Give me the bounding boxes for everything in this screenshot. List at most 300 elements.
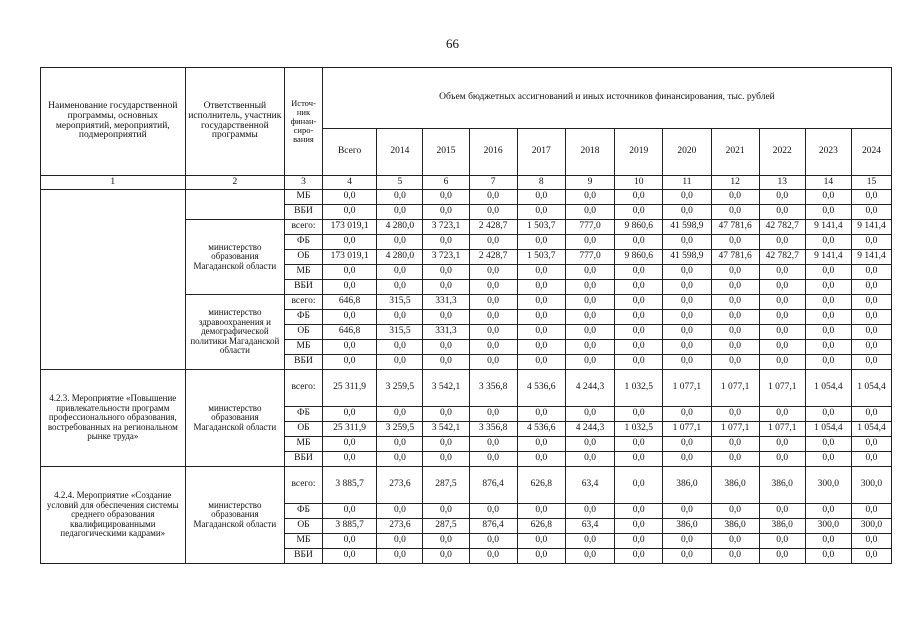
activity-name: 4.2.4. Мероприятие «Создание условий для обеспечения системы среднего образования квалифицированными педагогическими кадрами» xyxy=(41,467,186,564)
year-value: 0,0 xyxy=(663,452,711,467)
year-value: 0,0 xyxy=(851,325,891,340)
year-value: 0,0 xyxy=(759,325,805,340)
column-number: 13 xyxy=(759,176,805,190)
year-value: 331,3 xyxy=(423,295,469,310)
year-value: 0,0 xyxy=(759,265,805,280)
year-value: 0,0 xyxy=(565,280,614,295)
year-value: 1 503,7 xyxy=(517,220,565,235)
year-value: 0,0 xyxy=(565,325,614,340)
year-value: 0,0 xyxy=(759,504,805,519)
year-value: 0,0 xyxy=(615,340,663,355)
year-value: 0,0 xyxy=(377,549,423,564)
year-value: 0,0 xyxy=(759,355,805,370)
year-value: 0,0 xyxy=(711,355,759,370)
year-value: 0,0 xyxy=(469,310,517,325)
year-value: 0,0 xyxy=(469,407,517,422)
column-number: 2 xyxy=(185,176,285,190)
year-value: 0,0 xyxy=(759,534,805,549)
year-value: 0,0 xyxy=(615,519,663,534)
year-value: 0,0 xyxy=(759,452,805,467)
year-value: 0,0 xyxy=(565,205,614,220)
year-value: 0,0 xyxy=(663,190,711,205)
year-value: 0,0 xyxy=(517,295,565,310)
header-year: 2015 xyxy=(423,129,469,176)
year-value: 315,5 xyxy=(377,295,423,310)
year-value: 0,0 xyxy=(759,235,805,250)
year-value: 287,5 xyxy=(423,519,469,534)
funding-source: всего: xyxy=(285,295,323,310)
total-value: 0,0 xyxy=(322,265,376,280)
year-value: 0,0 xyxy=(805,265,851,280)
year-value: 0,0 xyxy=(377,280,423,295)
year-value: 0,0 xyxy=(423,407,469,422)
funding-source: ФБ xyxy=(285,235,323,250)
year-value: 0,0 xyxy=(711,190,759,205)
funding-source: ОБ xyxy=(285,250,323,265)
year-value: 0,0 xyxy=(565,295,614,310)
year-value: 1 032,5 xyxy=(615,370,663,407)
year-value: 0,0 xyxy=(663,325,711,340)
year-value: 0,0 xyxy=(805,407,851,422)
year-value: 0,0 xyxy=(851,452,891,467)
year-value: 0,0 xyxy=(759,437,805,452)
year-value: 63,4 xyxy=(565,519,614,534)
year-value: 0,0 xyxy=(759,549,805,564)
year-value: 9 860,6 xyxy=(615,220,663,235)
total-value: 0,0 xyxy=(322,452,376,467)
year-value: 300,0 xyxy=(805,467,851,504)
year-value: 0,0 xyxy=(663,549,711,564)
year-value: 0,0 xyxy=(851,235,891,250)
year-value: 41 598,9 xyxy=(663,250,711,265)
year-value: 0,0 xyxy=(469,437,517,452)
year-value: 42 782,7 xyxy=(759,250,805,265)
year-value: 0,0 xyxy=(423,310,469,325)
funding-source: ОБ xyxy=(285,325,323,340)
total-value: 0,0 xyxy=(322,504,376,519)
year-value: 273,6 xyxy=(377,519,423,534)
total-value: 173 019,1 xyxy=(322,250,376,265)
year-value: 0,0 xyxy=(469,355,517,370)
funding-source: ВБИ xyxy=(285,452,323,467)
year-value: 0,0 xyxy=(851,355,891,370)
table-row xyxy=(41,467,892,504)
total-value: 0,0 xyxy=(322,280,376,295)
year-value: 0,0 xyxy=(805,534,851,549)
year-value: 0,0 xyxy=(517,437,565,452)
year-value: 0,0 xyxy=(851,205,891,220)
total-value: 0,0 xyxy=(322,190,376,205)
year-value: 0,0 xyxy=(805,190,851,205)
year-value: 315,5 xyxy=(377,325,423,340)
year-value: 1 077,1 xyxy=(711,370,759,407)
header-volume: Объем бюджетных ассигнований и иных источников финансирования, тыс. рублей xyxy=(322,68,891,129)
year-value: 2 428,7 xyxy=(469,220,517,235)
year-value: 0,0 xyxy=(615,407,663,422)
year-value: 0,0 xyxy=(805,549,851,564)
year-value: 0,0 xyxy=(423,235,469,250)
year-value: 0,0 xyxy=(517,452,565,467)
year-value: 386,0 xyxy=(663,519,711,534)
total-value: 25 311,9 xyxy=(322,422,376,437)
header-year: 2020 xyxy=(663,129,711,176)
year-value: 0,0 xyxy=(663,310,711,325)
year-value: 3 723,1 xyxy=(423,250,469,265)
column-number: 6 xyxy=(423,176,469,190)
year-value: 1 077,1 xyxy=(759,422,805,437)
year-value: 0,0 xyxy=(565,407,614,422)
column-number: 10 xyxy=(615,176,663,190)
header-year: 2019 xyxy=(615,129,663,176)
year-value: 0,0 xyxy=(423,534,469,549)
year-value: 4 244,3 xyxy=(565,422,614,437)
total-value: 0,0 xyxy=(322,355,376,370)
year-value: 0,0 xyxy=(517,534,565,549)
year-value: 0,0 xyxy=(711,452,759,467)
year-value: 0,0 xyxy=(469,205,517,220)
funding-source: МБ xyxy=(285,265,323,280)
activity-name xyxy=(41,190,186,370)
year-value: 4 536,6 xyxy=(517,370,565,407)
year-value: 0,0 xyxy=(377,310,423,325)
year-value: 0,0 xyxy=(663,205,711,220)
header-year: 2021 xyxy=(711,129,759,176)
year-value: 0,0 xyxy=(759,407,805,422)
year-value: 0,0 xyxy=(377,265,423,280)
year-value: 0,0 xyxy=(759,205,805,220)
year-value: 0,0 xyxy=(851,504,891,519)
year-value: 0,0 xyxy=(759,280,805,295)
year-value: 0,0 xyxy=(565,340,614,355)
year-value: 0,0 xyxy=(565,549,614,564)
header-year: 2016 xyxy=(469,129,517,176)
year-value: 0,0 xyxy=(517,549,565,564)
year-value: 47 781,6 xyxy=(711,250,759,265)
year-value: 0,0 xyxy=(517,205,565,220)
year-value: 626,8 xyxy=(517,467,565,504)
year-value: 41 598,9 xyxy=(663,220,711,235)
total-value: 646,8 xyxy=(322,295,376,310)
year-value: 4 244,3 xyxy=(565,370,614,407)
total-value: 3 885,7 xyxy=(322,467,376,504)
year-value: 287,5 xyxy=(423,467,469,504)
year-value: 1 054,4 xyxy=(851,422,891,437)
column-number: 7 xyxy=(469,176,517,190)
year-value: 0,0 xyxy=(851,295,891,310)
year-value: 0,0 xyxy=(615,355,663,370)
year-value: 0,0 xyxy=(759,190,805,205)
year-value: 0,0 xyxy=(851,534,891,549)
funding-source: всего: xyxy=(285,467,323,504)
year-value: 4 280,0 xyxy=(377,220,423,235)
year-value: 0,0 xyxy=(469,235,517,250)
funding-source: ФБ xyxy=(285,310,323,325)
year-value: 777,0 xyxy=(565,220,614,235)
year-value: 0,0 xyxy=(423,549,469,564)
year-value: 1 077,1 xyxy=(759,370,805,407)
funding-source: МБ xyxy=(285,190,323,205)
header-source: Источ-ник финан-сиро-вания xyxy=(285,68,323,176)
year-value: 0,0 xyxy=(711,534,759,549)
year-value: 1 054,4 xyxy=(851,370,891,407)
year-value: 42 782,7 xyxy=(759,220,805,235)
total-value: 0,0 xyxy=(322,205,376,220)
year-value: 0,0 xyxy=(469,325,517,340)
year-value: 0,0 xyxy=(615,504,663,519)
year-value: 0,0 xyxy=(805,310,851,325)
year-value: 0,0 xyxy=(469,340,517,355)
column-number: 5 xyxy=(377,176,423,190)
year-value: 0,0 xyxy=(565,235,614,250)
year-value: 0,0 xyxy=(615,437,663,452)
year-value: 0,0 xyxy=(423,205,469,220)
year-value: 0,0 xyxy=(517,265,565,280)
year-value: 0,0 xyxy=(711,407,759,422)
year-value: 300,0 xyxy=(805,519,851,534)
total-value: 0,0 xyxy=(322,340,376,355)
year-value: 0,0 xyxy=(711,549,759,564)
year-value: 9 141,4 xyxy=(851,250,891,265)
year-value: 0,0 xyxy=(565,452,614,467)
funding-source: МБ xyxy=(285,437,323,452)
year-value: 0,0 xyxy=(805,280,851,295)
year-value: 386,0 xyxy=(711,467,759,504)
year-value: 3 723,1 xyxy=(423,220,469,235)
year-value: 0,0 xyxy=(565,534,614,549)
year-value: 3 356,8 xyxy=(469,370,517,407)
year-value: 386,0 xyxy=(663,467,711,504)
year-value: 0,0 xyxy=(851,340,891,355)
total-value: 0,0 xyxy=(322,549,376,564)
year-value: 0,0 xyxy=(469,280,517,295)
total-value: 173 019,1 xyxy=(322,220,376,235)
year-value: 0,0 xyxy=(615,549,663,564)
year-value: 0,0 xyxy=(517,340,565,355)
year-value: 0,0 xyxy=(805,235,851,250)
header-total: Всего xyxy=(322,129,376,176)
funding-source: ФБ xyxy=(285,504,323,519)
year-value: 0,0 xyxy=(377,355,423,370)
column-number: 1 xyxy=(41,176,186,190)
funding-source: ОБ xyxy=(285,519,323,534)
year-value: 0,0 xyxy=(615,310,663,325)
year-value: 0,0 xyxy=(469,190,517,205)
funding-source: ВБИ xyxy=(285,549,323,564)
total-value: 646,8 xyxy=(322,325,376,340)
year-value: 0,0 xyxy=(565,265,614,280)
year-value: 1 077,1 xyxy=(663,422,711,437)
year-value: 0,0 xyxy=(423,265,469,280)
column-number: 4 xyxy=(322,176,376,190)
year-value: 0,0 xyxy=(517,235,565,250)
header-year: 2024 xyxy=(851,129,891,176)
year-value: 0,0 xyxy=(663,265,711,280)
year-value: 0,0 xyxy=(805,340,851,355)
column-number: 9 xyxy=(565,176,614,190)
year-value: 0,0 xyxy=(615,325,663,340)
header-year: 2018 xyxy=(565,129,614,176)
funding-source: всего: xyxy=(285,220,323,235)
year-value: 63,4 xyxy=(565,467,614,504)
year-value: 9 141,4 xyxy=(805,250,851,265)
year-value: 0,0 xyxy=(851,280,891,295)
year-value: 0,0 xyxy=(711,325,759,340)
year-value: 3 259,5 xyxy=(377,422,423,437)
year-value: 0,0 xyxy=(517,190,565,205)
funding-source: МБ xyxy=(285,340,323,355)
total-value: 0,0 xyxy=(322,437,376,452)
year-value: 0,0 xyxy=(615,295,663,310)
year-value: 0,0 xyxy=(615,280,663,295)
column-number: 12 xyxy=(711,176,759,190)
table-row xyxy=(41,370,892,407)
year-value: 0,0 xyxy=(469,295,517,310)
year-value: 0,0 xyxy=(711,265,759,280)
year-value: 0,0 xyxy=(663,504,711,519)
year-value: 0,0 xyxy=(663,280,711,295)
executor-name xyxy=(185,190,285,220)
year-value: 0,0 xyxy=(423,437,469,452)
year-value: 0,0 xyxy=(615,205,663,220)
year-value: 4 536,6 xyxy=(517,422,565,437)
header-year: 2017 xyxy=(517,129,565,176)
year-value: 0,0 xyxy=(663,355,711,370)
year-value: 0,0 xyxy=(851,437,891,452)
year-value: 0,0 xyxy=(663,235,711,250)
year-value: 0,0 xyxy=(469,534,517,549)
year-value: 0,0 xyxy=(565,355,614,370)
year-value: 0,0 xyxy=(517,325,565,340)
year-value: 0,0 xyxy=(377,190,423,205)
executor-name: министерство образования Магаданской области xyxy=(185,370,285,467)
year-value: 0,0 xyxy=(711,310,759,325)
year-value: 0,0 xyxy=(615,265,663,280)
header-responsible: Ответственный исполнитель, участник государственной программы xyxy=(185,68,285,176)
total-value: 0,0 xyxy=(322,407,376,422)
year-value: 0,0 xyxy=(759,295,805,310)
header-year: 2014 xyxy=(377,129,423,176)
executor-name: министерство образования Магаданской области xyxy=(185,467,285,564)
year-value: 331,3 xyxy=(423,325,469,340)
year-value: 3 542,1 xyxy=(423,422,469,437)
year-value: 1 054,4 xyxy=(805,422,851,437)
column-number: 11 xyxy=(663,176,711,190)
year-value: 0,0 xyxy=(565,190,614,205)
year-value: 0,0 xyxy=(615,534,663,549)
activity-name: 4.2.3. Мероприятие «Повышение привлекательности программ профессионального образования, востребованных на региональном рынке труда» xyxy=(41,370,186,467)
year-value: 0,0 xyxy=(615,235,663,250)
year-value: 4 280,0 xyxy=(377,250,423,265)
total-value: 25 311,9 xyxy=(322,370,376,407)
year-value: 1 077,1 xyxy=(711,422,759,437)
year-value: 1 054,4 xyxy=(805,370,851,407)
year-value: 386,0 xyxy=(711,519,759,534)
year-value: 0,0 xyxy=(377,437,423,452)
year-value: 0,0 xyxy=(759,310,805,325)
year-value: 0,0 xyxy=(851,190,891,205)
year-value: 0,0 xyxy=(805,295,851,310)
budget-table xyxy=(40,67,892,564)
year-value: 0,0 xyxy=(469,504,517,519)
year-value: 0,0 xyxy=(711,340,759,355)
year-value: 0,0 xyxy=(517,280,565,295)
year-value: 0,0 xyxy=(517,504,565,519)
year-value: 0,0 xyxy=(851,407,891,422)
year-value: 9 860,6 xyxy=(615,250,663,265)
year-value: 626,8 xyxy=(517,519,565,534)
funding-source: ВБИ xyxy=(285,205,323,220)
funding-source: ОБ xyxy=(285,422,323,437)
year-value: 3 259,5 xyxy=(377,370,423,407)
year-value: 0,0 xyxy=(423,504,469,519)
year-value: 0,0 xyxy=(711,504,759,519)
year-value: 0,0 xyxy=(469,265,517,280)
year-value: 386,0 xyxy=(759,467,805,504)
column-number: 15 xyxy=(851,176,891,190)
year-value: 0,0 xyxy=(663,340,711,355)
column-number: 8 xyxy=(517,176,565,190)
year-value: 0,0 xyxy=(851,310,891,325)
year-value: 0,0 xyxy=(805,452,851,467)
total-value: 0,0 xyxy=(322,235,376,250)
year-value: 0,0 xyxy=(805,437,851,452)
header-name: Наименование государственной программы, основных мероприятий, мероприятий, подмероприятий xyxy=(41,68,186,176)
table-row xyxy=(41,190,892,205)
year-value: 0,0 xyxy=(805,205,851,220)
total-value: 0,0 xyxy=(322,534,376,549)
year-value: 0,0 xyxy=(423,452,469,467)
year-value: 876,4 xyxy=(469,467,517,504)
year-value: 0,0 xyxy=(423,190,469,205)
year-value: 300,0 xyxy=(851,467,891,504)
year-value: 0,0 xyxy=(711,295,759,310)
year-value: 1 077,1 xyxy=(663,370,711,407)
year-value: 777,0 xyxy=(565,250,614,265)
year-value: 1 503,7 xyxy=(517,250,565,265)
column-number: 14 xyxy=(805,176,851,190)
year-value: 47 781,6 xyxy=(711,220,759,235)
year-value: 0,0 xyxy=(377,340,423,355)
total-value: 3 885,7 xyxy=(322,519,376,534)
year-value: 0,0 xyxy=(469,452,517,467)
year-value: 2 428,7 xyxy=(469,250,517,265)
year-value: 0,0 xyxy=(615,467,663,504)
year-value: 3 542,1 xyxy=(423,370,469,407)
year-value: 0,0 xyxy=(377,534,423,549)
year-value: 0,0 xyxy=(377,235,423,250)
year-value: 0,0 xyxy=(377,452,423,467)
year-value: 0,0 xyxy=(377,407,423,422)
year-value: 876,4 xyxy=(469,519,517,534)
year-value: 0,0 xyxy=(469,549,517,564)
year-value: 0,0 xyxy=(663,407,711,422)
year-value: 0,0 xyxy=(377,504,423,519)
funding-source: МБ xyxy=(285,534,323,549)
year-value: 0,0 xyxy=(423,355,469,370)
funding-source: ВБИ xyxy=(285,280,323,295)
year-value: 0,0 xyxy=(565,504,614,519)
year-value: 0,0 xyxy=(851,265,891,280)
year-value: 0,0 xyxy=(805,355,851,370)
year-value: 0,0 xyxy=(759,340,805,355)
year-value: 0,0 xyxy=(663,437,711,452)
year-value: 0,0 xyxy=(805,325,851,340)
year-value: 3 356,8 xyxy=(469,422,517,437)
header-year: 2022 xyxy=(759,129,805,176)
year-value: 0,0 xyxy=(851,549,891,564)
year-value: 0,0 xyxy=(615,452,663,467)
year-value: 0,0 xyxy=(517,407,565,422)
